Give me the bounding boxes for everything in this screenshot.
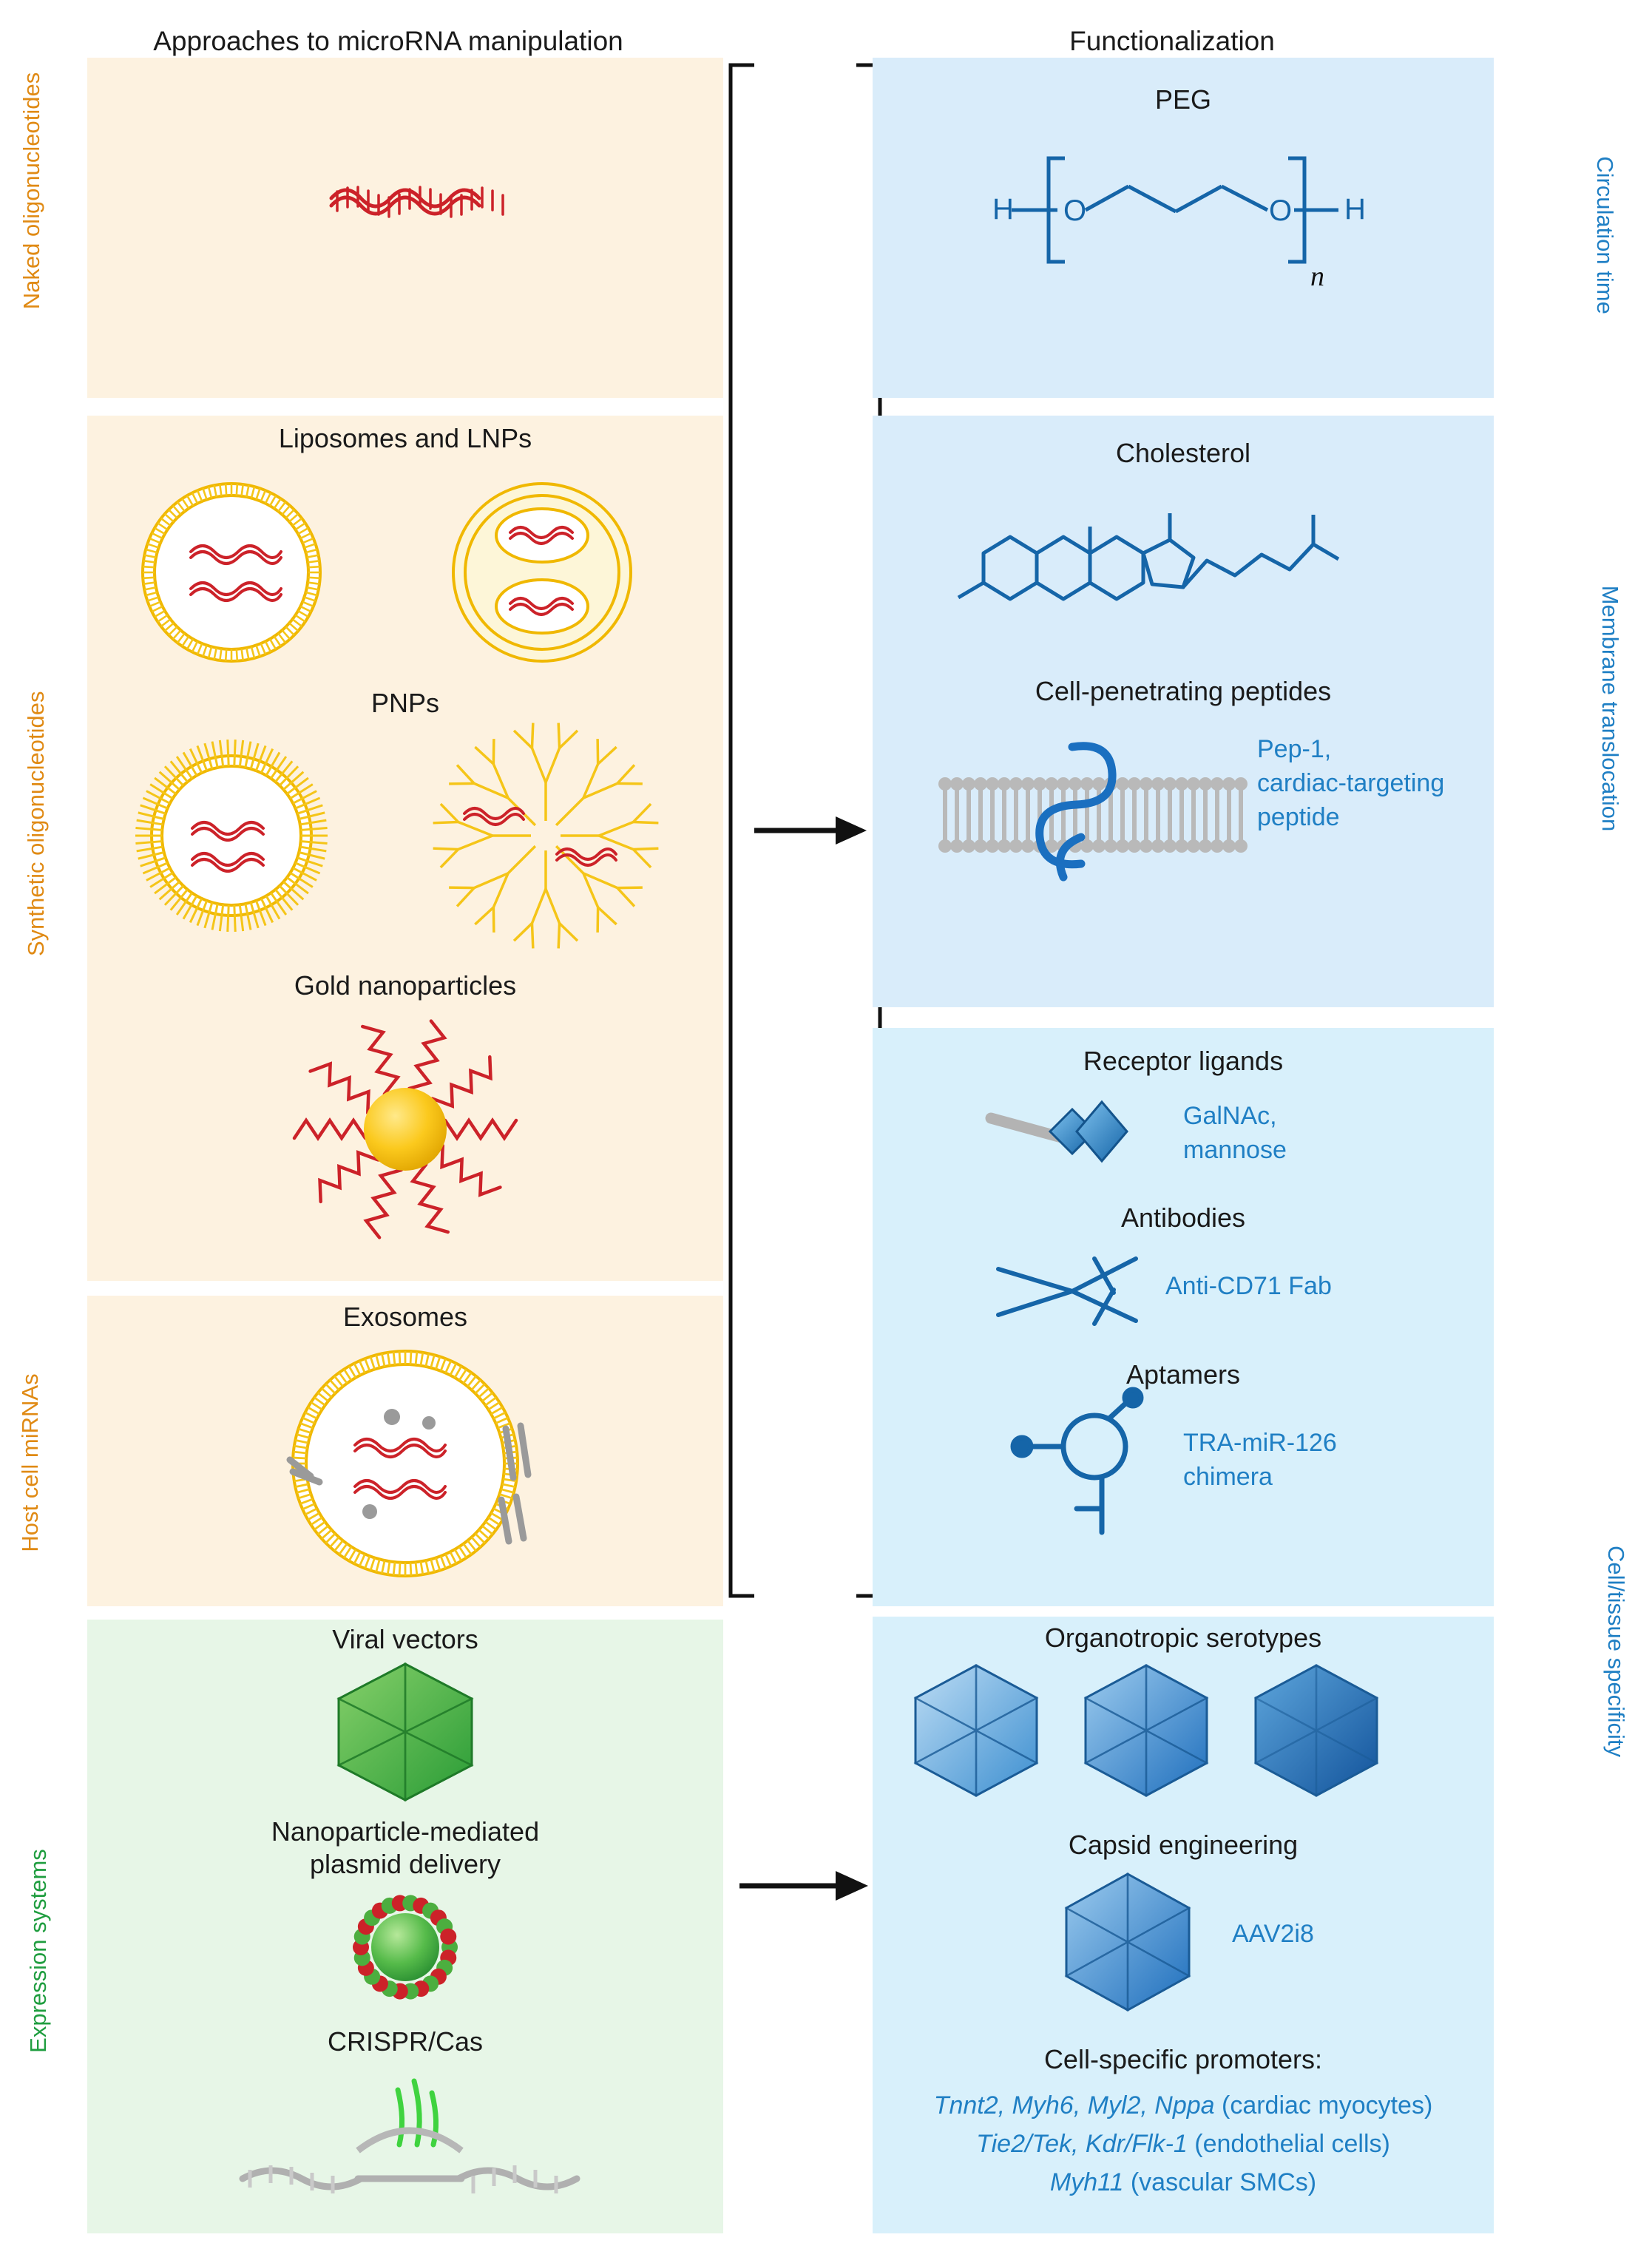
title-nanoparticle-plasmid-line1: Nanoparticle-mediated: [271, 1816, 540, 1847]
cholesterol-structure-icon: [939, 472, 1427, 664]
naked-rna-strand-icon: [87, 58, 723, 398]
arrow-right-icon: [739, 1871, 868, 1901]
cpp-example-line3: peptide: [1257, 803, 1340, 831]
promoter-row: [873, 2130, 1494, 2159]
promoter-row: [873, 2168, 1494, 2197]
peg-atom-o-right: O: [1269, 194, 1293, 227]
side-label-host-cell-mirnas: Host cell miRNAs: [17, 1373, 43, 1552]
panel-host-cell-mirnas: [87, 1296, 723, 1606]
arrow-bottom: [725, 1864, 887, 1908]
side-label-synthetic-oligonucleotides: Synthetic oligonucleotides: [23, 691, 49, 956]
panel-expression-systems: [87, 1620, 723, 2233]
promoter-genes: Tie2/Tek, Kdr/Flk-1: [976, 2130, 1188, 2158]
promoter-cells: (vascular SMCs): [1123, 2168, 1317, 2196]
title-gold-nanoparticles: Gold nanoparticles: [294, 970, 517, 1001]
panel-cell-tissue-specificity: [873, 1028, 1494, 1606]
receptor-example-line1: GalNAc,: [1183, 1102, 1277, 1130]
header-left: Approaches to microRNA manipulation: [153, 26, 623, 56]
promoter-genes: Myh11: [1049, 2168, 1124, 2196]
title-receptor-ligands: Receptor ligands: [1083, 1046, 1284, 1076]
title-aptamers: Aptamers: [1125, 1359, 1241, 1390]
title-nanoparticle-plasmid-line2: plasmid delivery: [309, 1849, 501, 1879]
exosome-icon: [198, 1334, 612, 1600]
panel-vector-functionalization: [873, 1617, 1494, 2233]
title-cell-specific-promoters: Cell-specific promoters:: [1043, 2044, 1323, 2074]
membrane-bilayer-icon: [935, 720, 1260, 913]
title-pnps: PNPs: [370, 688, 440, 718]
promoter-genes: Tnnt2, Myh6, Myl2, Nppa: [933, 2091, 1215, 2119]
side-label-expression-systems: Expression systems: [25, 1849, 51, 2053]
side-label-cell-tissue-specificity: Cell/tissue specificity: [1603, 1546, 1629, 1757]
gold-nanoparticle-icon: [250, 1007, 561, 1251]
cpp-example-line1: Pep-1,: [1257, 735, 1332, 763]
title-viral-vectors: Viral vectors: [332, 1624, 478, 1654]
aptamer-icon: [991, 1398, 1176, 1546]
viral-vector-icon: [324, 1658, 487, 1806]
promoter-cells: (cardiac myocytes): [1214, 2091, 1433, 2119]
title-antibodies: Antibodies: [1120, 1202, 1246, 1233]
bracket-and-arrow-top: [725, 58, 887, 1625]
capsid-example: AAV2i8: [1232, 1920, 1314, 1948]
peg-atom-h-right: H: [1344, 193, 1366, 226]
side-label-naked-oligonucleotides: Naked oligonucleotides: [18, 72, 44, 310]
peg-atom-h-left: H: [992, 193, 1014, 226]
arrow-right-icon: [754, 816, 867, 845]
cpp-example-line2: cardiac-targeting: [1257, 769, 1445, 797]
peg-subscript-n: n: [1310, 261, 1324, 292]
promoter-cells: (endothelial cells): [1187, 2130, 1390, 2158]
aptamer-example-line2: chimera: [1183, 1463, 1273, 1491]
panel-circulation-time: [873, 58, 1494, 398]
dendrimer-icon: [420, 725, 671, 947]
panel-naked-oligonucleotides: [87, 58, 723, 398]
peg-structure-icon: [954, 129, 1412, 321]
polymeric-nanoparticle-icon: [109, 725, 353, 947]
antibody-icon: [984, 1244, 1161, 1340]
aptamer-example-line1: TRA-miR-126: [1183, 1429, 1337, 1457]
receptor-ligand-icon: [984, 1086, 1176, 1182]
nanoparticle-plasmid-icon: [331, 1884, 479, 2010]
panel-membrane-translocation: [873, 416, 1494, 1007]
side-label-membrane-translocation: Membrane translocation: [1597, 585, 1623, 832]
title-organotropic-serotypes: Organotropic serotypes: [1044, 1623, 1322, 1653]
title-crispr-cas: CRISPR/Cas: [327, 2026, 484, 2057]
side-label-circulation-time: Circulation time: [1592, 156, 1618, 314]
capsid-engineering-icon: [1043, 1868, 1213, 2023]
title-capsid-engineering: Capsid engineering: [1068, 1830, 1299, 1860]
title-cell-penetrating-peptides: Cell-penetrating peptides: [1035, 676, 1332, 706]
title-cholesterol: Cholesterol: [1115, 438, 1251, 468]
peg-atom-o-left: O: [1063, 194, 1087, 227]
title-peg: PEG: [1154, 84, 1212, 115]
lnp-icon: [420, 461, 664, 683]
serotype-capsids-icon: [902, 1660, 1464, 1822]
liposome-icon: [109, 461, 353, 683]
header-right: Functionalization: [1069, 26, 1275, 56]
title-liposomes-and-lnps: Liposomes and LNPs: [278, 423, 532, 453]
crispr-cas-icon: [213, 2068, 598, 2216]
panel-synthetic-oligonucleotides: [87, 416, 723, 1281]
receptor-example-line2: mannose: [1183, 1136, 1287, 1164]
title-exosomes: Exosomes: [342, 1302, 468, 1332]
antibody-example: Anti-CD71 Fab: [1165, 1272, 1332, 1300]
promoter-row: [873, 2091, 1494, 2120]
